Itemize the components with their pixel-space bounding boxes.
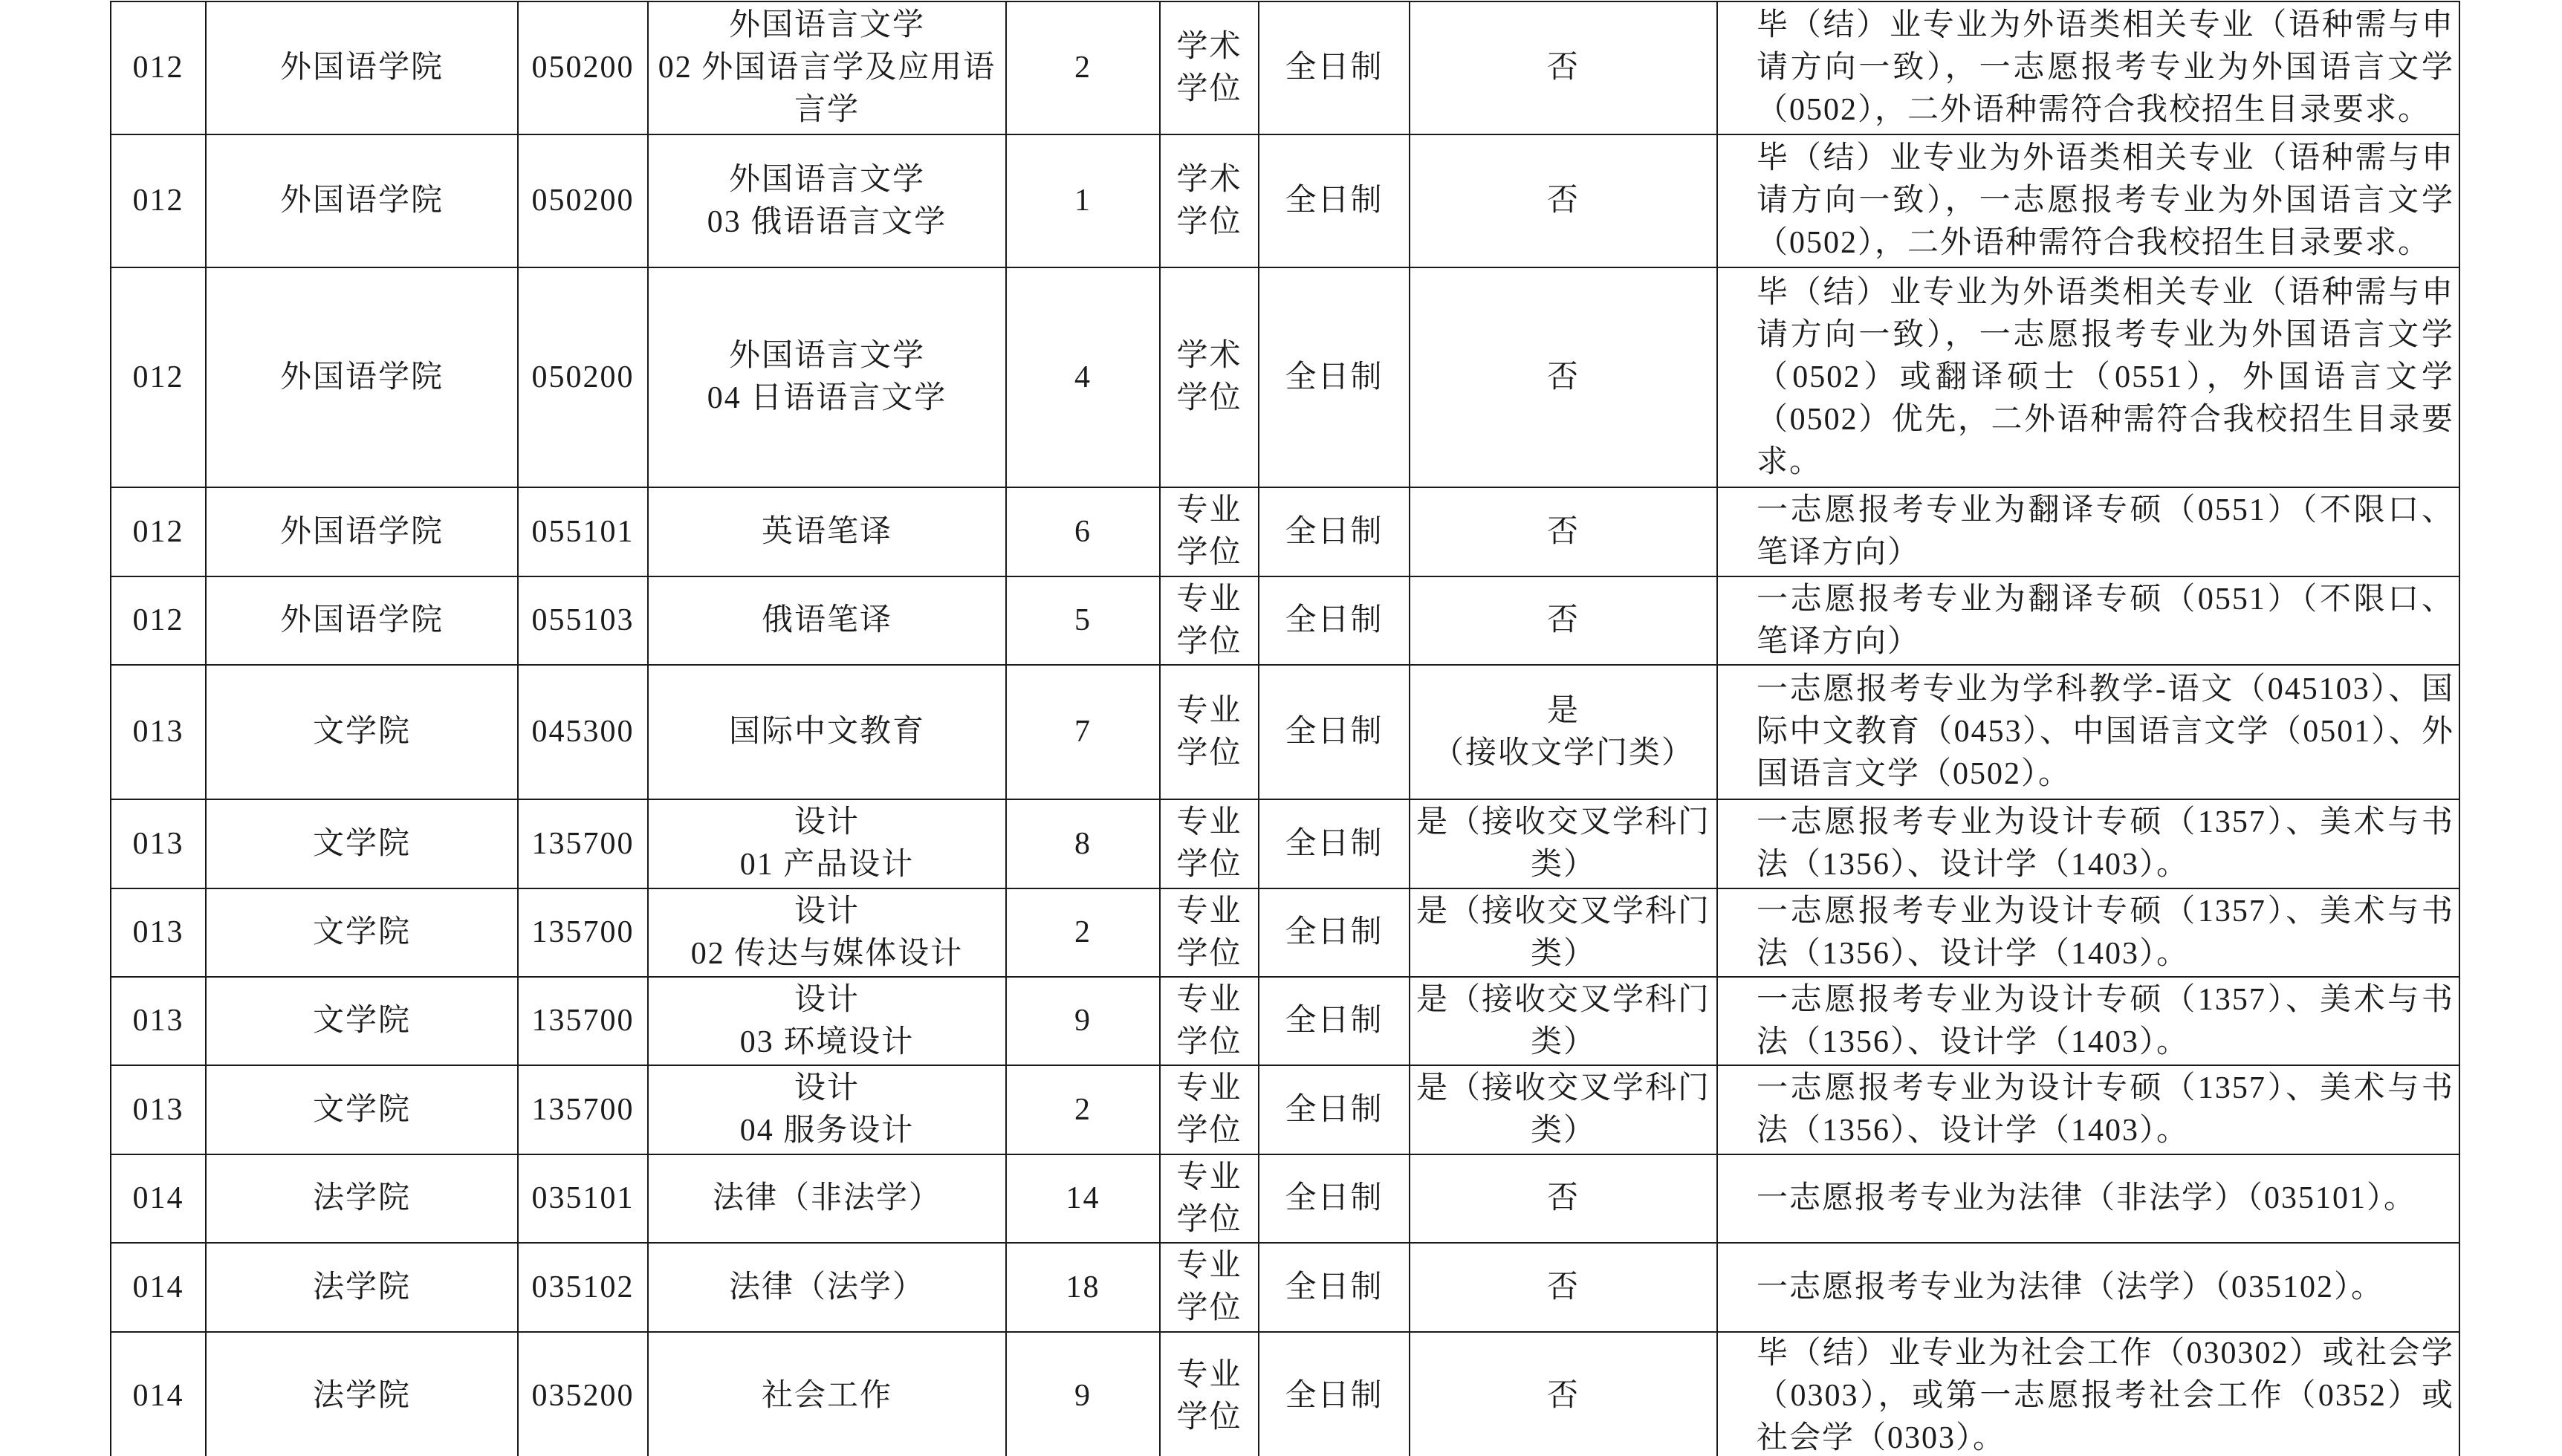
cross-discipline-cell: 是（接收交叉学科门类） xyxy=(1410,888,1717,977)
table-body xyxy=(111,1,2459,1456)
table-row xyxy=(111,267,2459,487)
study-mode-cell: 全日制 xyxy=(1259,977,1410,1065)
cross-discipline-cell: 是（接收交叉学科门类） xyxy=(1410,977,1717,1065)
degree-type-cell: 学术学位 xyxy=(1160,267,1259,487)
cross-discipline-cell: 是（接收交叉学科门类） xyxy=(1410,799,1717,888)
cross-discipline-cell: 否 xyxy=(1410,267,1717,487)
quota-cell: 9 xyxy=(1006,977,1160,1065)
college-code-cell: 013 xyxy=(111,665,206,799)
table-row xyxy=(111,1154,2459,1243)
study-mode-cell: 全日制 xyxy=(1259,267,1410,487)
study-mode-cell: 全日制 xyxy=(1259,888,1410,977)
degree-type-cell: 专业学位 xyxy=(1160,1332,1259,1456)
college-name-cell: 文学院 xyxy=(206,665,518,799)
quota-cell: 6 xyxy=(1006,487,1160,576)
college-name-cell: 法学院 xyxy=(206,1332,518,1456)
major-name-cell: 设计 02 传达与媒体设计 xyxy=(648,888,1006,977)
major-name-cell: 国际中文教育 xyxy=(648,665,1006,799)
table-row xyxy=(111,134,2459,267)
college-name-cell: 外国语学院 xyxy=(206,267,518,487)
quota-cell: 2 xyxy=(1006,888,1160,977)
cross-discipline-cell: 否 xyxy=(1410,1243,1717,1332)
degree-type-cell: 专业学位 xyxy=(1160,487,1259,576)
college-code-cell: 013 xyxy=(111,1065,206,1154)
cross-discipline-cell: 是 （接收文学门类） xyxy=(1410,665,1717,799)
study-mode-cell: 全日制 xyxy=(1259,1065,1410,1154)
college-code-cell: 012 xyxy=(111,576,206,665)
college-code-cell: 013 xyxy=(111,888,206,977)
college-code-cell: 012 xyxy=(111,487,206,576)
quota-cell: 2 xyxy=(1006,1065,1160,1154)
requirements-cell: 一志愿报考专业为法律（非法学）（035101）。 xyxy=(1717,1154,2459,1243)
major-code-cell: 050200 xyxy=(518,134,648,267)
quota-cell: 14 xyxy=(1006,1154,1160,1243)
college-code-cell: 012 xyxy=(111,134,206,267)
table-row xyxy=(111,576,2459,665)
major-code-cell: 045300 xyxy=(518,665,648,799)
quota-cell: 2 xyxy=(1006,1,1160,134)
major-name-cell: 外国语言文学 02 外国语言学及应用语言学 xyxy=(648,1,1006,134)
requirements-cell: 一志愿报考专业为设计专硕（1357）、美术与书法（1356）、设计学（1403）。 xyxy=(1717,977,2459,1065)
degree-type-cell: 专业学位 xyxy=(1160,799,1259,888)
major-code-cell: 050200 xyxy=(518,267,648,487)
requirements-cell: 一志愿报考专业为法律（法学）（035102）。 xyxy=(1717,1243,2459,1332)
study-mode-cell: 全日制 xyxy=(1259,1,1410,134)
college-name-cell: 法学院 xyxy=(206,1154,518,1243)
requirements-cell: 毕（结）业专业为社会工作（030302）或社会学（0303），或第一志愿报考社会工作（0352）或社会学（0303）。 xyxy=(1717,1332,2459,1456)
requirements-cell: 一志愿报考专业为翻译专硕（0551）（不限口、笔译方向） xyxy=(1717,487,2459,576)
table-row xyxy=(111,665,2459,799)
college-name-cell: 外国语学院 xyxy=(206,487,518,576)
table-row xyxy=(111,1243,2459,1332)
college-name-cell: 文学院 xyxy=(206,1065,518,1154)
quota-cell: 9 xyxy=(1006,1332,1160,1456)
degree-type-cell: 专业学位 xyxy=(1160,888,1259,977)
major-name-cell: 俄语笔译 xyxy=(648,576,1006,665)
major-code-cell: 035200 xyxy=(518,1332,648,1456)
study-mode-cell: 全日制 xyxy=(1259,1154,1410,1243)
study-mode-cell: 全日制 xyxy=(1259,665,1410,799)
study-mode-cell: 全日制 xyxy=(1259,576,1410,665)
requirements-cell: 一志愿报考专业为设计专硕（1357）、美术与书法（1356）、设计学（1403）。 xyxy=(1717,799,2459,888)
table-row xyxy=(111,1,2459,134)
major-name-cell: 法律（非法学） xyxy=(648,1154,1006,1243)
cross-discipline-cell: 否 xyxy=(1410,1,1717,134)
degree-type-cell: 专业学位 xyxy=(1160,1154,1259,1243)
requirements-cell: 一志愿报考专业为学科教学-语文（045103）、国际中文教育（0453）、中国语言文学（0501）、外国语言文学（0502）。 xyxy=(1717,665,2459,799)
cross-discipline-cell: 否 xyxy=(1410,1332,1717,1456)
table-row xyxy=(111,487,2459,576)
major-name-cell: 法律（法学） xyxy=(648,1243,1006,1332)
major-code-cell: 050200 xyxy=(518,1,648,134)
college-code-cell: 012 xyxy=(111,1,206,134)
college-name-cell: 文学院 xyxy=(206,799,518,888)
cross-discipline-cell: 否 xyxy=(1410,134,1717,267)
degree-type-cell: 专业学位 xyxy=(1160,1065,1259,1154)
major-code-cell: 135700 xyxy=(518,799,648,888)
college-code-cell: 014 xyxy=(111,1154,206,1243)
college-code-cell: 014 xyxy=(111,1332,206,1456)
requirements-cell: 一志愿报考专业为设计专硕（1357）、美术与书法（1356）、设计学（1403）。 xyxy=(1717,888,2459,977)
table-row xyxy=(111,1065,2459,1154)
table-row xyxy=(111,888,2459,977)
college-name-cell: 文学院 xyxy=(206,888,518,977)
cross-discipline-cell: 是（接收交叉学科门类） xyxy=(1410,1065,1717,1154)
study-mode-cell: 全日制 xyxy=(1259,1332,1410,1456)
major-code-cell: 035102 xyxy=(518,1243,648,1332)
major-name-cell: 社会工作 xyxy=(648,1332,1006,1456)
degree-type-cell: 专业学位 xyxy=(1160,665,1259,799)
requirements-cell: 毕（结）业专业为外语类相关专业（语种需与申请方向一致），一志愿报考专业为外国语言文学（0502），二外语种需符合我校招生目录要求。 xyxy=(1717,134,2459,267)
requirements-cell: 一志愿报考专业为设计专硕（1357）、美术与书法（1356）、设计学（1403）。 xyxy=(1717,1065,2459,1154)
college-name-cell: 外国语学院 xyxy=(206,134,518,267)
college-code-cell: 013 xyxy=(111,799,206,888)
degree-type-cell: 专业学位 xyxy=(1160,977,1259,1065)
quota-cell: 18 xyxy=(1006,1243,1160,1332)
table-row xyxy=(111,977,2459,1065)
cross-discipline-cell: 否 xyxy=(1410,1154,1717,1243)
major-name-cell: 外国语言文学 03 俄语语言文学 xyxy=(648,134,1006,267)
degree-type-cell: 学术学位 xyxy=(1160,134,1259,267)
major-name-cell: 设计 03 环境设计 xyxy=(648,977,1006,1065)
table-row xyxy=(111,1332,2459,1456)
major-name-cell: 设计 01 产品设计 xyxy=(648,799,1006,888)
degree-type-cell: 专业学位 xyxy=(1160,576,1259,665)
requirements-cell: 一志愿报考专业为翻译专硕（0551）（不限口、笔译方向） xyxy=(1717,576,2459,665)
quota-cell: 4 xyxy=(1006,267,1160,487)
major-name-cell: 外国语言文学 04 日语语言文学 xyxy=(648,267,1006,487)
quota-cell: 7 xyxy=(1006,665,1160,799)
major-code-cell: 135700 xyxy=(518,1065,648,1154)
requirements-cell: 毕（结）业专业为外语类相关专业（语种需与申请方向一致），一志愿报考专业为外国语言文学（0502），二外语种需符合我校招生目录要求。 xyxy=(1717,1,2459,134)
college-name-cell: 外国语学院 xyxy=(206,576,518,665)
major-code-cell: 055103 xyxy=(518,576,648,665)
college-code-cell: 013 xyxy=(111,977,206,1065)
study-mode-cell: 全日制 xyxy=(1259,134,1410,267)
college-name-cell: 外国语学院 xyxy=(206,1,518,134)
admissions-table xyxy=(110,1,2460,1456)
study-mode-cell: 全日制 xyxy=(1259,799,1410,888)
college-name-cell: 法学院 xyxy=(206,1243,518,1332)
major-name-cell: 英语笔译 xyxy=(648,487,1006,576)
major-code-cell: 055101 xyxy=(518,487,648,576)
study-mode-cell: 全日制 xyxy=(1259,487,1410,576)
major-code-cell: 135700 xyxy=(518,977,648,1065)
major-code-cell: 135700 xyxy=(518,888,648,977)
study-mode-cell: 全日制 xyxy=(1259,1243,1410,1332)
degree-type-cell: 学术学位 xyxy=(1160,1,1259,134)
college-code-cell: 012 xyxy=(111,267,206,487)
degree-type-cell: 专业学位 xyxy=(1160,1243,1259,1332)
major-code-cell: 035101 xyxy=(518,1154,648,1243)
cross-discipline-cell: 否 xyxy=(1410,487,1717,576)
major-name-cell: 设计 04 服务设计 xyxy=(648,1065,1006,1154)
quota-cell: 5 xyxy=(1006,576,1160,665)
college-name-cell: 文学院 xyxy=(206,977,518,1065)
cross-discipline-cell: 否 xyxy=(1410,576,1717,665)
table-row xyxy=(111,799,2459,888)
quota-cell: 8 xyxy=(1006,799,1160,888)
quota-cell: 1 xyxy=(1006,134,1160,267)
requirements-cell: 毕（结）业专业为外语类相关专业（语种需与申请方向一致），一志愿报考专业为外国语言文学（0502）或翻译硕士（0551），外国语言文学（0502）优先，二外语种需符合我校招生目录要求。 xyxy=(1717,267,2459,487)
college-code-cell: 014 xyxy=(111,1243,206,1332)
